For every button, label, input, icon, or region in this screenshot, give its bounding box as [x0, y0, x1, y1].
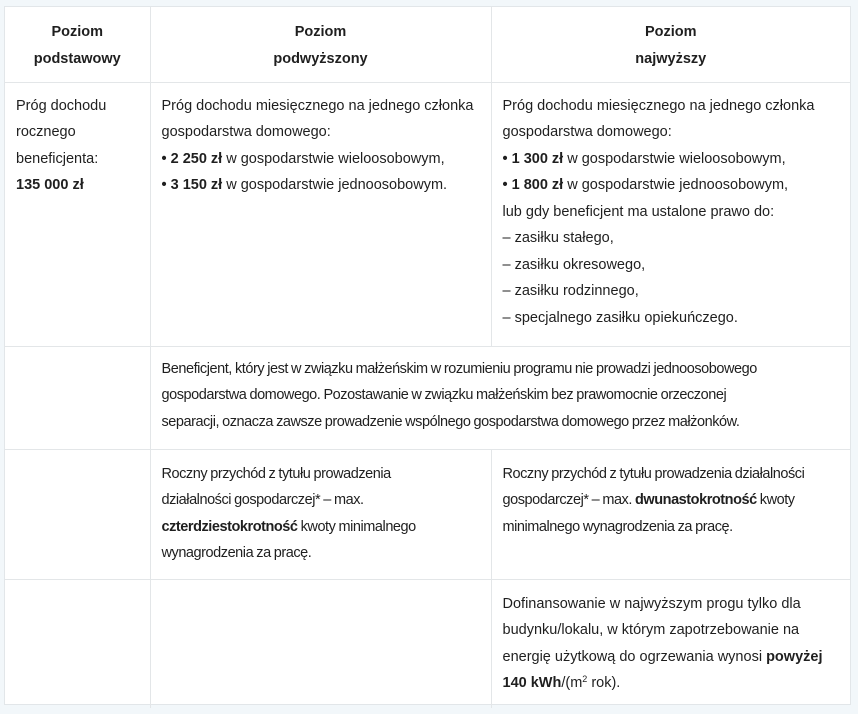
income-threshold-row: [5, 82, 850, 346]
marriage-note-row: [5, 346, 850, 449]
highest-energy-cell: Dofinansowanie w najwyższym progu tylko dla budynku/lokalu, w którym zapotrzebowanie na energię użytkową do ogrzewania wynosi powyżej 140 kWh/($m^2$ rok).: [491, 579, 850, 708]
list-item: • 1 800 zł w gospodarstwie jednoosobowym,: [502, 177, 789, 193]
list-item: • 1 300 zł w gospodarstwie wieloosobowym,: [502, 150, 786, 167]
marriage-note-cell: Beneficjent, który jest w związku małżeńskim w rozumieniu programu nie prowadzi jednoosobowego gospodarstwa domowego. Pozostawanie w związku małżeńskim bez prawomocnie orzeczonej separacji, oznacza zawsze prowadzenie wspólnego gospodarstwa domowego przez małżonków.: [150, 346, 850, 449]
list-item: • 3 150 zł w gospodarstwie jednoosobowym.: [161, 177, 448, 193]
benefit-item: – zasiłku rodzinnego,: [502, 283, 639, 299]
bullet-icon: •: [161, 150, 167, 167]
eligibility-table: [5, 7, 850, 708]
basic-income-cell: Próg dochodu rocznego beneficjenta: 135 000 zł: [5, 82, 150, 346]
list-item: • 2 250 zł w gospodarstwie wieloosobowym,: [161, 150, 445, 167]
raised-income-cell: Próg dochodu miesięcznego na jednego członka gospodarstwa domowego: • 2 250 zł w gospodarstwie wieloosobowym, • 3 150 zł w gospodarstwie jednoosobowym.: [150, 82, 491, 346]
header-row: [5, 7, 850, 82]
bullet-icon: •: [161, 177, 167, 193]
benefit-item: – zasiłku stałego,: [502, 230, 614, 246]
raised-business-cell: Roczny przychód z tytułu prowadzenia działalności gospodarczej* – max. czterdziestokrotność kwoty minimalnego wynagrodzenia za pracę.: [150, 449, 491, 579]
empty-cell: [5, 449, 150, 579]
benefit-item: – zasiłku okresowego,: [502, 256, 646, 273]
header-basic-level: Poziom podstawowy: [5, 7, 150, 82]
header-raised-level: Poziom podwyższony: [150, 7, 491, 82]
highest-income-cell: Próg dochodu miesięcznego na jednego członka gospodarstwa domowego: • 1 300 zł w gospodarstwie wieloosobowym, • 1 800 zł w gospodarstwie jednoosobowym, lub gdy beneficjent ma ustalone prawo do: – zasiłku stałego, – zasiłku okresowego, – zasiłku rodzinnego, – specjalnego zasiłku opiekuńczego.: [491, 82, 850, 346]
benefit-item: – specjalnego zasiłku opiekuńczego.: [502, 309, 738, 326]
empty-cell: [150, 579, 491, 708]
empty-cell: [5, 346, 150, 449]
header-highest-level: Poziom najwyższy: [491, 7, 850, 82]
empty-cell: [5, 579, 150, 708]
business-income-row: [5, 449, 850, 579]
basic-income-amount: 135 000 zł: [16, 177, 84, 193]
bullet-icon: •: [502, 177, 508, 193]
bullet-icon: •: [502, 150, 508, 167]
highest-business-cell: Roczny przychód z tytułu prowadzenia działalności gospodarczej* – max. dwunastokrotność kwoty minimalnego wynagrodzenia za pracę.: [491, 449, 850, 579]
eligibility-table-container: [4, 6, 851, 705]
energy-demand-row: [5, 579, 850, 708]
